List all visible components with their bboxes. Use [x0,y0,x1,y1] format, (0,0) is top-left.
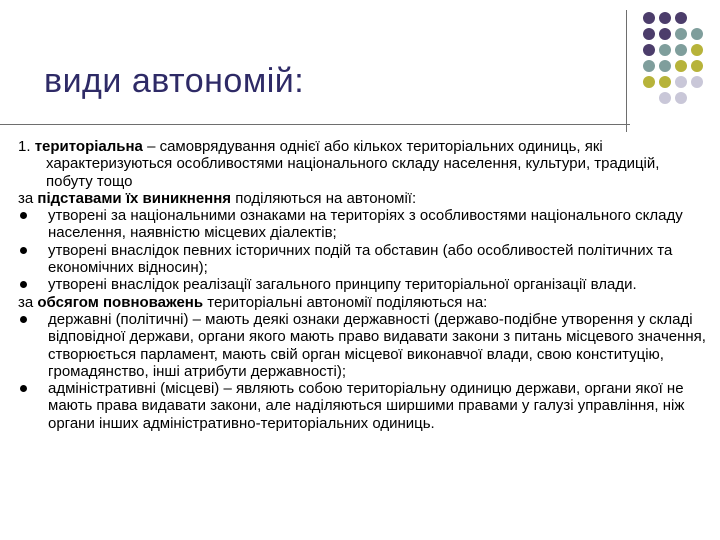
list-item-text: утворені внаслідок певних історичних подій та обставин (або особливостей політичних та економічних відносин); [48,241,673,277]
decorative-dot [659,92,671,104]
bullet-icon [20,212,27,219]
list-item-text: утворені за національними ознаками на територіях з особливостями національного складу населення, наявністю місцевих діалектів; [48,207,683,242]
list-item-text: адміністративні (місцеві) – являють собою територіальну одиницю держави, органи якої не мають права видавати закони, але наділяються ширшими правами у галузі управління, ніж органи інших адміністративно-територіальних одиниць. [48,380,685,432]
list-item [18,380,708,432]
basis-bold: підставами їх виникнення [37,189,232,207]
scope-prefix: за [18,293,38,311]
bullet-icon [20,385,27,392]
item-term: територіальна [34,138,143,155]
decorative-dot [675,28,687,40]
slide-title: види автономій: [44,62,305,100]
decorative-dot [675,44,687,56]
scope-heading [18,294,708,311]
decorative-dot [675,76,687,88]
title-divider-vertical [626,10,627,132]
decorative-dot [643,44,655,56]
list-item [18,276,708,293]
bullet-icon [20,247,27,254]
decorative-dot [659,60,671,72]
decorative-dot [659,28,671,40]
decorative-dot [659,44,671,56]
list-item [18,311,708,380]
list-item [18,242,708,277]
decorative-dot [643,28,655,40]
item-definition: – самоврядування однієї або кількох територіальних одиниць, які характеризуються особливостями національного складу населення, культури, традицій, побуту тощо [46,138,660,190]
decorative-dot [675,12,687,24]
decorative-dot [691,28,703,40]
decorative-dot [659,76,671,88]
bullet-icon [20,281,27,288]
list-item-text: утворені внаслідок реалізації загального принципу територіальної організації влади. [48,276,637,294]
item-territorial [18,138,708,190]
decorative-dot [643,76,655,88]
scope-bold: обсягом повноважень [37,293,204,311]
basis-rest: поділяються на автономії: [231,189,417,207]
basis-heading [18,190,708,207]
decorative-dot [691,76,703,88]
item-number: 1. [18,138,31,155]
decorative-dot-grid [640,10,720,106]
list-item-text: державні (політичні) – мають деякі ознаки державності (державо-подібне утворення у складі відповідної держави, органи якого мають право видавати закони з питань місцевого значення, створюється парламент, мають свій орган місцевої виконавчої влади, свою конституцію, громадянство, інші атрибути державності); [48,310,706,380]
decorative-dot [643,12,655,24]
decorative-dot [675,60,687,72]
decorative-dot [643,60,655,72]
bullet-icon [20,316,27,323]
list-item [18,207,708,242]
slide-body [18,138,708,432]
title-divider-horizontal [0,124,630,125]
decorative-dot [691,60,703,72]
basis-prefix: за [18,189,38,207]
decorative-dot [691,44,703,56]
scope-rest: територіальні автономії поділяються на: [203,293,488,311]
decorative-dot [675,92,687,104]
decorative-dot [659,12,671,24]
